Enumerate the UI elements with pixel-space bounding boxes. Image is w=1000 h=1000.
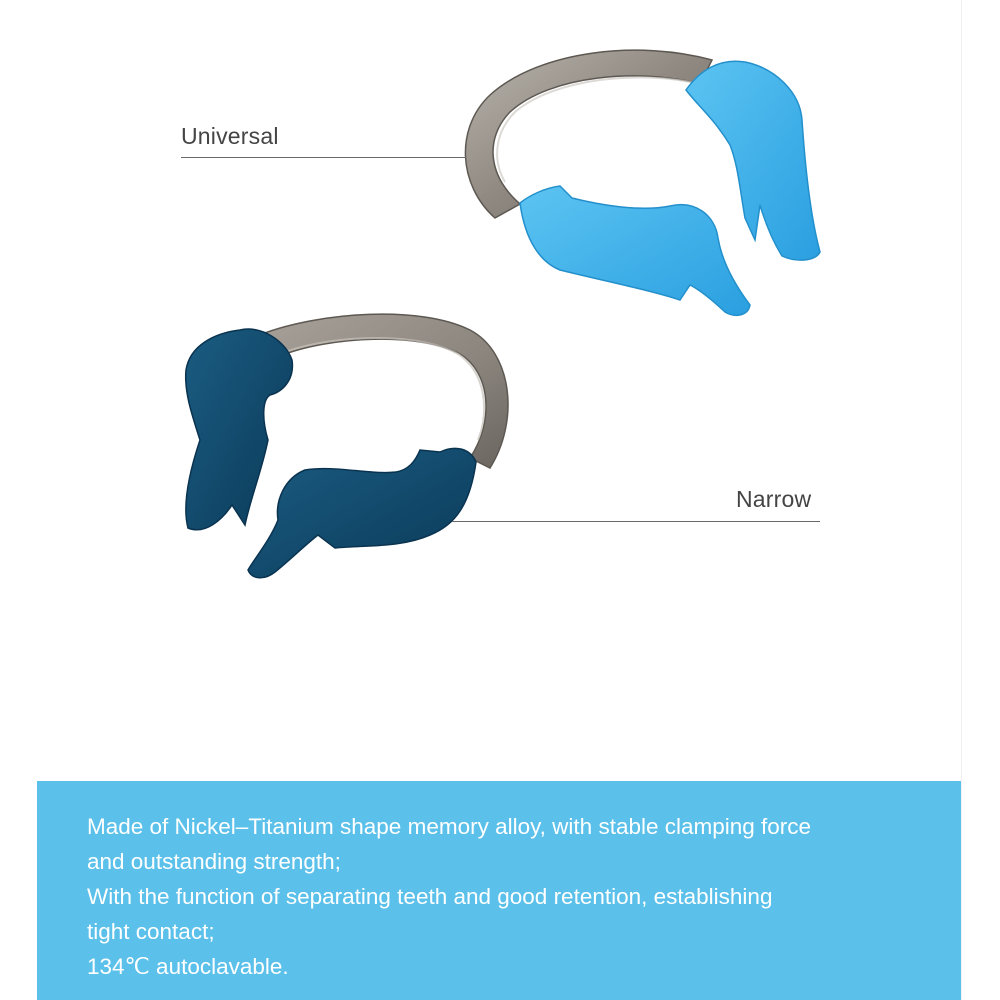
universal-leader-line [181,157,466,158]
narrow-label: Narrow [736,486,812,512]
page-edge-divider [961,0,962,1000]
description-line: and outstanding strength; [87,849,341,874]
description-line: With the function of separating teeth and good retention, establishing [87,884,773,909]
description-line: 134℃ autoclavable. [87,954,289,979]
universal-tip-left [520,186,750,315]
narrow-tip-left [186,329,293,530]
description-line: Made of Nickel–Titanium shape memory alloy, with stable clamping force [87,814,812,839]
universal-label: Universal [181,123,279,149]
narrow-ring [186,314,508,578]
universal-ring-metal [465,50,712,218]
narrow-tip-right [248,448,476,577]
description-text [87,809,907,984]
narrow-leader-line [452,521,820,522]
description-line: tight contact; [87,919,215,944]
universal-ring [465,50,820,315]
description-panel [37,781,961,1000]
